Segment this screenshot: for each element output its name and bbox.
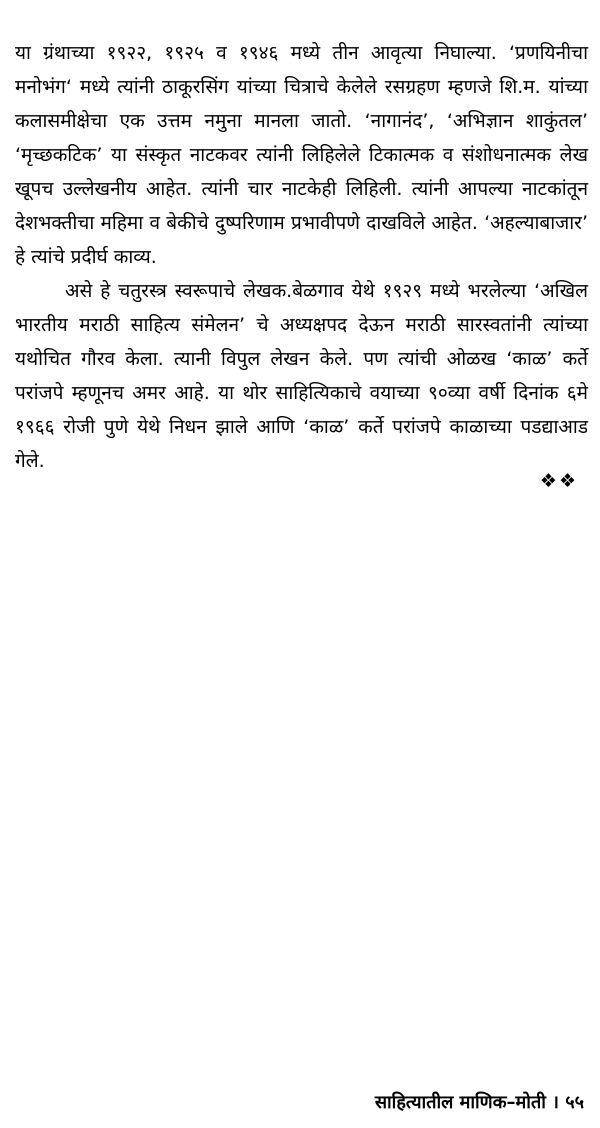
page-footer <box>375 1090 584 1114</box>
paragraph-2: असे हे चतुरस्त्र स्वरूपाचे लेखक.बेळगाव येथे १९२९ मध्ये भरलेल्या ‘अखिल भारतीय मराठी साहित्य संमेलन’ चे अध्यक्षपद देऊन मराठी सारस्वतांनी त्यांच्या यथोचित गौरव केला. त्यानी विपुल लेखन केले. पण त्यांची ओळख ‘काळ’ कर्ते परांजपे म्हणूनच अमर आहे. या थोर साहित्यिकाचे वयाच्या ९०व्या वर्षी दिनांक ६मे १९६६ रोजी पुणे येथे निधन झाले आणि ‘काळ’ कर्ते परांजपे काळाच्या पडद्याआड गेले. <box>15 280 588 472</box>
running-title: साहित्यातील माणिक–मोती <box>374 1092 546 1113</box>
page-number: ५५ <box>565 1092 584 1113</box>
footer-separator: । <box>552 1092 559 1113</box>
paragraph-1: या ग्रंथाच्या १९२२, १९२५ व १९४६ मध्ये तीन आवृत्या निघाल्या. ‘प्रणयिनीचा मनोभंग‘ मध्ये त्यांनी ठाकूरसिंग यांच्या चित्राचे केलेले रसग्रहण म्हणजे शि.म. यांच्या कलासमीक्षेचा एक उत्तम नमुना मानला जातो. ‘नागानंद’, ‘अभिज्ञान शाकुंतल’ ‘मृच्छकटिक’ या संस्कृत नाटकवर त्यांनी लिहिलेले टिकात्मक व संशोधनात्मक लेख खूपच उल्लेखनीय आहेत. त्यांनी चार नाटकेही लिहिली. त्यांनी आपल्या नाटकांतून देशभक्तीचा महिमा व बेकीचे दुष्परिणाम प्रभावीपणे दाखविले आहेत. ‘अहल्याबाजार’ हे त्यांचे प्रदीर्घ काव्य. <box>15 42 588 268</box>
body-text <box>15 36 588 478</box>
section-end-ornament: ❖❖ <box>539 470 578 492</box>
